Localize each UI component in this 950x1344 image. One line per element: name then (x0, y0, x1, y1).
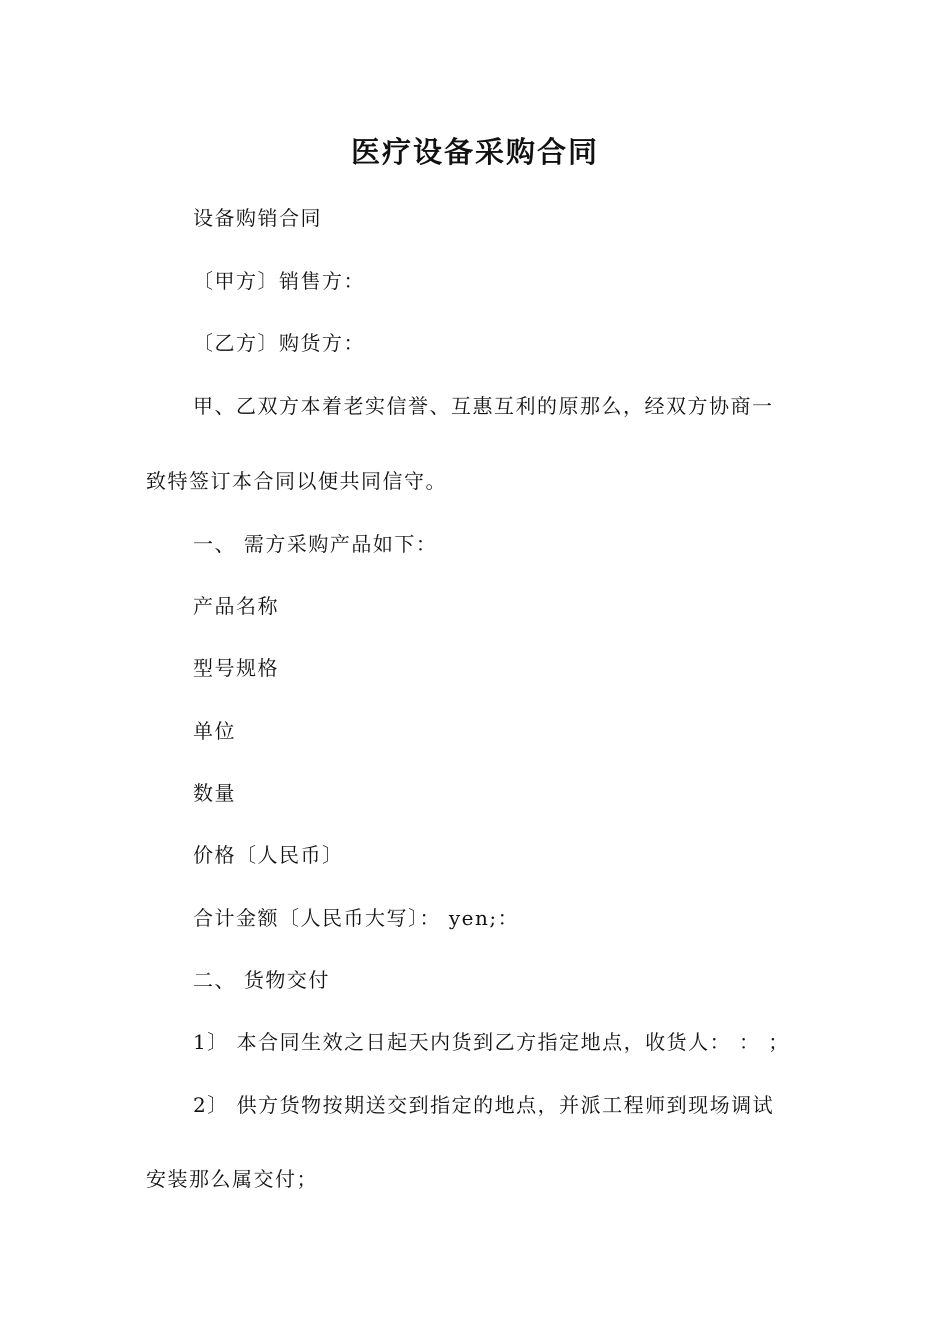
field-unit: 单位 (193, 719, 236, 743)
field-product-name: 产品名称 (193, 594, 279, 618)
preamble-line-1: 甲、乙双方本着老实信誉、互惠互利的原那么，经双方协商一 (193, 394, 774, 418)
party-b-buyer: 〔乙方〕购货方： (193, 331, 365, 355)
section-2-heading: 二、 货物交付 (193, 968, 330, 992)
field-total-amount: 合计金额〔人民币大写〕： yen;： (193, 906, 520, 930)
delivery-clause-2-line-1: 2〕 供方货物按期送交到指定的地点，并派工程师到现场调试 (193, 1093, 775, 1117)
section-1-heading: 一、 需方采购产品如下： (193, 532, 438, 556)
field-price: 价格〔人民币〕 (193, 843, 344, 867)
document-title: 医疗设备采购合同 (350, 135, 599, 169)
field-quantity: 数量 (193, 781, 236, 805)
preamble-line-2: 致特签订本合同以便共同信守。 (146, 469, 447, 493)
contract-subtitle: 设备购销合同 (193, 206, 322, 230)
delivery-clause-2-line-2: 安装那么属交付； (146, 1167, 318, 1191)
field-model-spec: 型号规格 (193, 656, 279, 680)
party-a-seller: 〔甲方〕销售方： (193, 269, 365, 293)
delivery-clause-1: 1〕 本合同生效之日起天内货到乙方指定地点，收货人： ： ； (193, 1030, 790, 1054)
